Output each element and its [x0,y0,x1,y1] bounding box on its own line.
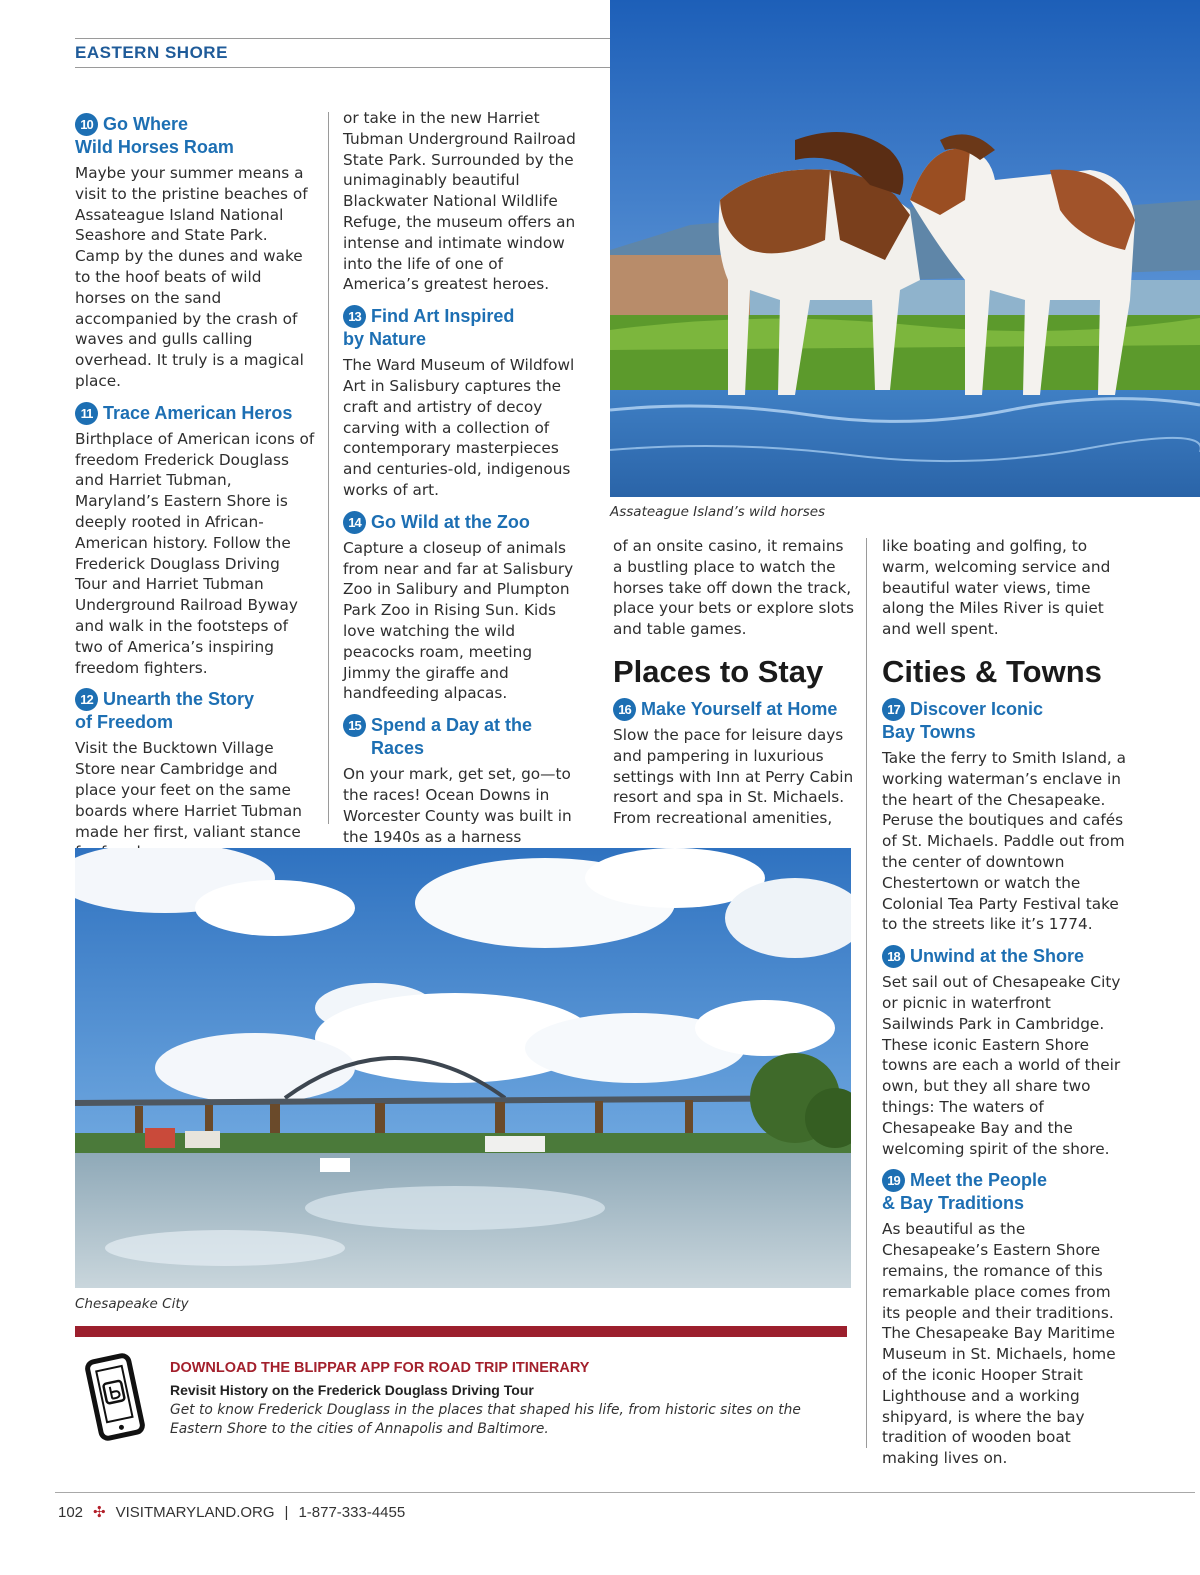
section-15-heading [343,714,583,760]
bridge-illustration [75,848,851,1288]
section-19-body: As beautiful as the Chesapeake’s Eastern Shore remains, the romance of this remarkable place comes from its people and their traditions. The Chesapeake Bay Maritime Museum in St. Michaels, home of the iconic Hooper Strait Lighthouse and a working shipyard, is where the bay tradition of wooden boat making lives on. [882,1220,1116,1468]
places-to-stay-heading: Places to Stay [613,653,824,689]
heading-line-1: Go Wild at the Zoo [371,511,530,532]
number-badge: 16 [613,698,636,721]
number-badge: 15 [343,714,366,737]
section-18-heading [882,945,1127,968]
column-2 [343,108,583,868]
website-link[interactable]: VISITMARYLAND.ORG [115,1504,275,1521]
flower-icon: ✣ [93,1504,106,1521]
section-15-body: On your mark, get set, go—to the races! Ocean Downs in Worcester County was built in the 1940s as a harness [343,765,572,846]
column-2-continuation: or take in the new Harriet Tubman Underground Railroad State Park. Surrounded by the unimaginably beautiful Blackwater National Wildlife Refuge, the museum offers an intense and intimate window into the life of one of America’s greatest heroes. [343,109,576,294]
heading-line-1: Go Where [103,114,189,134]
wild-horses-illustration [610,0,1200,497]
section-11-heading [75,402,315,425]
section-16-body: Slow the pace for leisure days and pampering in luxurious settings with Inn at Perry Cabin resort and spa in St. Michaels. From recreational amenities, [613,725,854,828]
heading-line-1: Make Yourself at Home [641,698,838,719]
app-promo-bar [75,1326,847,1337]
number-badge: 13 [343,305,366,328]
city-caption: Chesapeake City [75,1296,189,1312]
app-subtitle: Revisit History on the Frederick Douglass Driving Tour [170,1382,534,1398]
number-badge: 14 [343,511,366,534]
number-badge: 18 [882,945,905,968]
section-19-heading [882,1169,1127,1215]
heading-line-2: Bay Towns [882,721,976,742]
heading-line-2: Wild Horses Roam [75,137,234,157]
heading-line-1: Discover Iconic [910,698,1044,719]
heading-line-1: Unearth the Story [103,689,255,710]
column-4-continuation: like boating and golfing, to warm, welcoming service and beautiful water views, time along the Miles River is quiet and well spent. [882,537,1111,639]
section-16-heading [613,698,856,721]
number-badge: 11 [75,402,98,425]
section-18-body: Set sail out of Chesapeake City or picnic in waterfront Sailwinds Park in Cambridge. These iconic Eastern Shore towns are each a world of their own, but they all share two things: The waters of Chesapeake Bay and the welcoming spirit of the shore. [882,973,1121,1158]
chesapeake-city-photo [75,848,851,1288]
heading-line-2: of Freedom [75,712,174,733]
page-footer [58,1503,405,1521]
page-number: 102 [58,1504,84,1521]
section-13-heading [343,305,583,351]
horses-caption: Assateague Island’s wild horses [610,504,826,520]
number-badge: 12 [75,688,98,711]
footer-separator: | [284,1504,289,1521]
section-17-heading [882,698,1127,744]
column-1 [75,113,315,863]
number-badge: 17 [882,698,905,721]
section-13-body: The Ward Museum of Wildfowl Art in Salisbury captures the craft and artistry of decoy carving with a collection of contemporary masterpieces and centuries-old, indigenous works of art. [343,356,575,499]
heading-line-2: by Nature [343,329,427,350]
section-14-body: Capture a closeup of animals from near and far at Salisbury Zoo in Salibury and Plumpton Park Zoo in Rising Sun. Kids love watching the wild peacocks roam, meeting Jimmy the giraffe and handfeeding alpacas. [343,538,574,703]
app-description: Get to know Frederick Douglass in the places that shaped his life, from historic sites on the Eastern Shore to the cities of Annapolis and Baltimore. [170,1402,801,1437]
section-14-heading [343,511,583,534]
section-12-heading [75,688,315,734]
column-3 [613,536,856,829]
column-divider [328,112,329,824]
footer-rule [55,1492,1195,1493]
phone-blippar-icon [82,1352,148,1442]
number-badge: 19 [882,1169,905,1192]
heading-line-1: Find Art Inspired [371,306,515,327]
heading-line-2: & Bay Traditions [882,1193,1025,1214]
heading-line-1: Spend a Day at the Races [371,715,533,759]
column-divider [866,538,867,1448]
section-12-body: Visit the Bucktown Village Store near Cambridge and place your feet on the same boards where Harriet Tubman made her first, valiant stance [75,739,302,841]
section-label: EASTERN SHORE [75,38,610,68]
heading-line-1: Unwind at the Shore [910,946,1085,967]
column-4 [882,536,1127,1469]
column-3-continuation: of an onsite casino, it remains a bustling place to watch the horses take off down the track, place your bets or explore slots and table games. [613,537,855,639]
number-badge: 10 [75,113,98,136]
section-10-heading [75,113,315,159]
section-10-body: Maybe your summer means a visit to the pristine beaches of Assateague Island National Seashore and State Park. Camp by the dunes and wake to the hoof beats of wild horses on the sand accompanied by the crash of waves and gulls calling overhead. It truly is a magical place. [75,164,308,390]
section-11-body: Birthplace of American icons of freedom Frederick Douglass and Harriet Tubman, Maryland’s Eastern Shore is deeply rooted in African-American history. Follow the Frederick Douglass Driving Tour and Harriet Tubman Underground Railroad Byway and walk in the footsteps of two of America’s inspiring freedom fighters. [75,429,315,677]
app-title: DOWNLOAD THE BLIPPAR APP FOR ROAD TRIP ITINERARY [170,1360,590,1376]
heading-line-1: Meet the People [910,1170,1048,1191]
cities-towns-heading: Cities & Towns [882,653,1102,689]
heading-line-1: Trace American Heros [103,402,293,423]
section-17-body: Take the ferry to Smith Island, a working waterman’s enclave in the heart of the Chesapeake. Peruse the boutiques and cafés of St. Michaels. Paddle out from the center of downtown Chestertown or watch the Colonial Tea Party Festival take to the streets like it’s 1774. [882,748,1127,934]
phone-number[interactable]: 1-877-333-4455 [298,1504,406,1521]
wild-horses-photo [610,0,1200,497]
